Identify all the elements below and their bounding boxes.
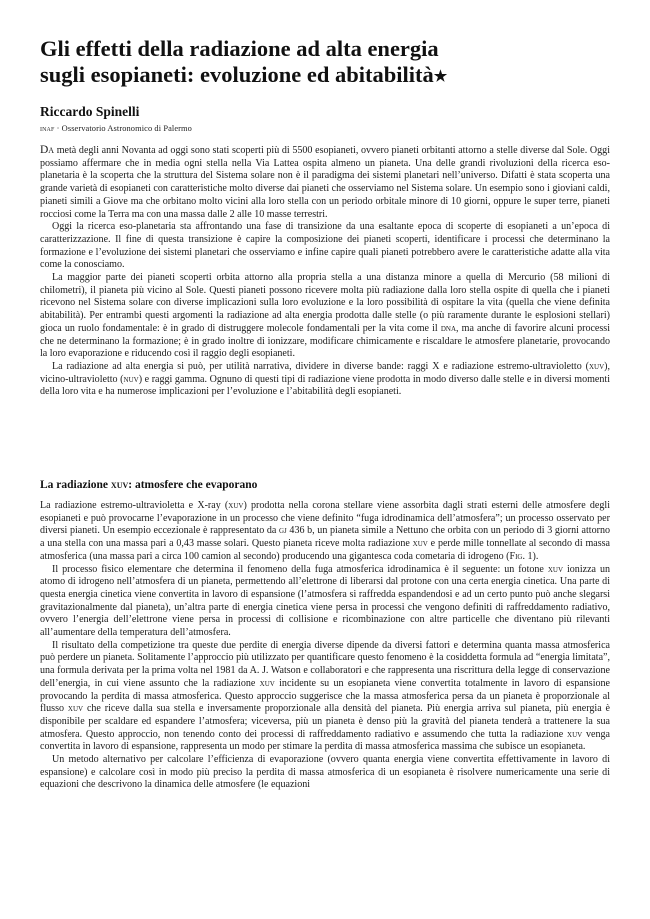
section-heading: La radiazione xuv: atmosfere che evaporano — [40, 479, 258, 491]
section-paragraph-4: Un metodo alternativo per calcolare l’efficienza di evaporazione (ovvero quanta energia viene convertita effettivamente in lavoro di espansione) e calcolare così in modo più preciso la perdita di massa atmosferica di un esopianeta è risolvere numericamente una serie di equazioni che descrivono la dinamica delle atmosfere (le equazioni — [40, 754, 610, 791]
author-affiliation — [40, 124, 192, 133]
section-paragraph-2: Il processo fisico elementare che determina il fenomeno della fuga atmosferica idrodinamica è il seguente: un fotone xuv ionizza un atomo di idrogeno nell’atmosfera di un pianeta, permettendo all’elettrone di liberarsi dal protone con una certa energia cinetica. Una parte di questa energia cinetica viene convertita in lavoro di espansione (l’atmosfera si raffredda espandendosi e ad un certo punto può anche slegarsi gravitazionalmente dal pianeta), un’altra parte di energia cinetica viene persa in processi che vengono definiti di raffreddamento radiativo, ovvero l’energia dell’elettrone viene persa in processi di collisione e ricombinazione con altre particelle che diventano più rilevanti all’aumentare della temperatura dell’atmosfera. — [40, 563, 610, 639]
intro-paragraph-4: La radiazione ad alta energia si può, per utilità narrativa, dividere in diverse bande: raggi X e radiazione estremo-ultravioletto (xuv), vicino-ultravioletto (nuv) e raggi gamma. Ognuno di questi tipi di radiazione viene prodotta in modo diverso dalle stelle e in diversi momenti della loro vita e ha numerose implicazioni per l’evoluzione e l’abitabilità degli esopianeti. — [40, 360, 610, 398]
figure-reference: Fig. 1 — [509, 550, 533, 562]
section-text — [40, 500, 610, 792]
intro-paragraph-1: Da metà degli anni Novanta ad oggi sono stati scoperti più di 5500 esopianeti, ovvero pianeti orbitanti attorno a stelle diverse dal Sole. Oggi possiamo affermare che in media ogni stella nella Via Lattea ospita almeno un pianeta. Una delle grandi rivoluzioni della ricerca eso-planetaria è la scoperta che la struttura del Sistema solare non è il paradigma dei sistemi planetari nell’universo. Difatti è stata scoperta una grande varietà di esopianeti con caratteristiche molto diverse dai pianeti che osserviamo nel Sistema solare. Un esempio sono i gioviani caldi, pianeti simili a Giove ma che orbitano molto vicini alla loro stella con un periodo orbitale minore di 10 giorni, oppure le super terre, pianeti rocciosi come la Terra ma con una massa dalle 2 alle 10 masse terrestri. — [40, 144, 610, 220]
intro-dropcap: Da — [40, 144, 55, 156]
intro-paragraph-2: Oggi la ricerca eso-planetaria sta affrontando una fase di transizione da una esaltante epoca di scoperte di esopianeti a un’epoca di caratterizzazione. Il fine di questa transizione è capire la composizione dei pianeti scoperti, identificare i processi che determinano la formazione e l’evoluzione dei sistemi planetari che osserviamo e infine capire quali pianeti potrebbero avere le caratteristiche adatte alla vita come la conosciamo. — [40, 221, 610, 271]
affiliation-rest: · Osservatorio Astronomico di Palermo — [54, 124, 192, 133]
footnote-star-icon: ★ — [433, 69, 448, 85]
title-line-1: Gli effetti della radiazione ad alta energia — [40, 36, 439, 61]
section-paragraph-3: Il risultato della competizione tra queste due perdite di energia diverse dipende da diversi fattori e determina quanta massa atmosferica può perdere un pianeta. Solitamente l’approccio più utilizzato per quantificare questo fenomeno è la cosiddetta formula ad “energia limitata”, una formula derivata per la prima volta nel 1981 da A. J. Watson e collaboratori e che rappresenta una riscrittura della legge di conservazione dell’energia, in cui viene assunto che la radiazione xuv incidente su un esopianeta viene convertita totalmente in lavoro di espansione provocando la perdita di massa atmosferica. Questo approccio suggerisce che la massa atmosferica persa da un pianeta è proporzionale al flusso xuv che riceve dalla sua stella e inversamente proporzionale alla densità del pianeta. Più energia arriva sul pianeta, più energia è disponibile per scaldare ed espandere l’atmosfera; viceversa, più un pianeta è denso più la gravità del pianeta tenderà a trattenere la sua atmosfera. Questo approccio, non tenendo conto dei processi di raffreddamento radiativo e assumendo che tutta la radiazione xuv venga convertita in lavoro di espansione, rappresenta un modo per stimare la perdita di massa atmosferica massima che subisce un esopianeta. — [40, 639, 611, 753]
title-line-2: sugli esopianeti: evoluzione ed abitabilità — [40, 62, 434, 87]
intro-text — [40, 144, 610, 399]
article-title — [40, 36, 600, 88]
author-name: Riccardo Spinelli — [40, 104, 140, 119]
intro-paragraph-3: La maggior parte dei pianeti scoperti orbita attorno alla propria stella a una distanza minore a quella di Mercurio (58 milioni di chilometri), il pianeta più vicino al Sole. Questi pianeti possono ricevere molta più radiazione dalla loro stella ospite di quella che i pianeti ricevono nel Sistema solare con diverse implicazioni sulla loro evoluzione e la loro possibilità di ospitare la vita (quella che viene definita abitabilità). Per entrambi questi argomenti la radiazione ad alta energia prodotta dalle stelle (o più raramente durante le esplosioni stellari) gioca un ruolo fondamentale: è in grado di distruggere molecole fondamentali per la vita come il dna, ma anche di favorire alcuni processi che ne determinano la formazione; è in grado inoltre di ionizzare, modificare chimicamente e riscaldare le atmosfere planetarie, provocando la loro evaporazione e riducendo così il raggio degli esopianeti. — [40, 272, 610, 360]
section-paragraph-1: La radiazione estremo-ultravioletta e X-ray (xuv) prodotta nella corona stellare viene assorbita dagli strati esterni delle atmosfere degli esopianeti e può provocarne l’evaporazione in un processo che viene definito “fuga idrodinamica dell’atmosfera”; un processo osservato per diversi pianeti. Un esempio eccezionale è rappresentato da gj 436 b, un pianeta simile a Nettuno che orbita con un periodo di 3 giorni attorno a una stella con una massa pari a 0,43 masse solari. Questo pianeta riceve molta radiazione xuv e perde mille tonnellate al secondo di massa atmosferica (una massa pari a circa 100 camion al secondo) producendo una gigantesca coda cometaria di idrogeno (Fig. 1). — [40, 500, 611, 562]
affiliation-org: inaf — [40, 124, 55, 133]
